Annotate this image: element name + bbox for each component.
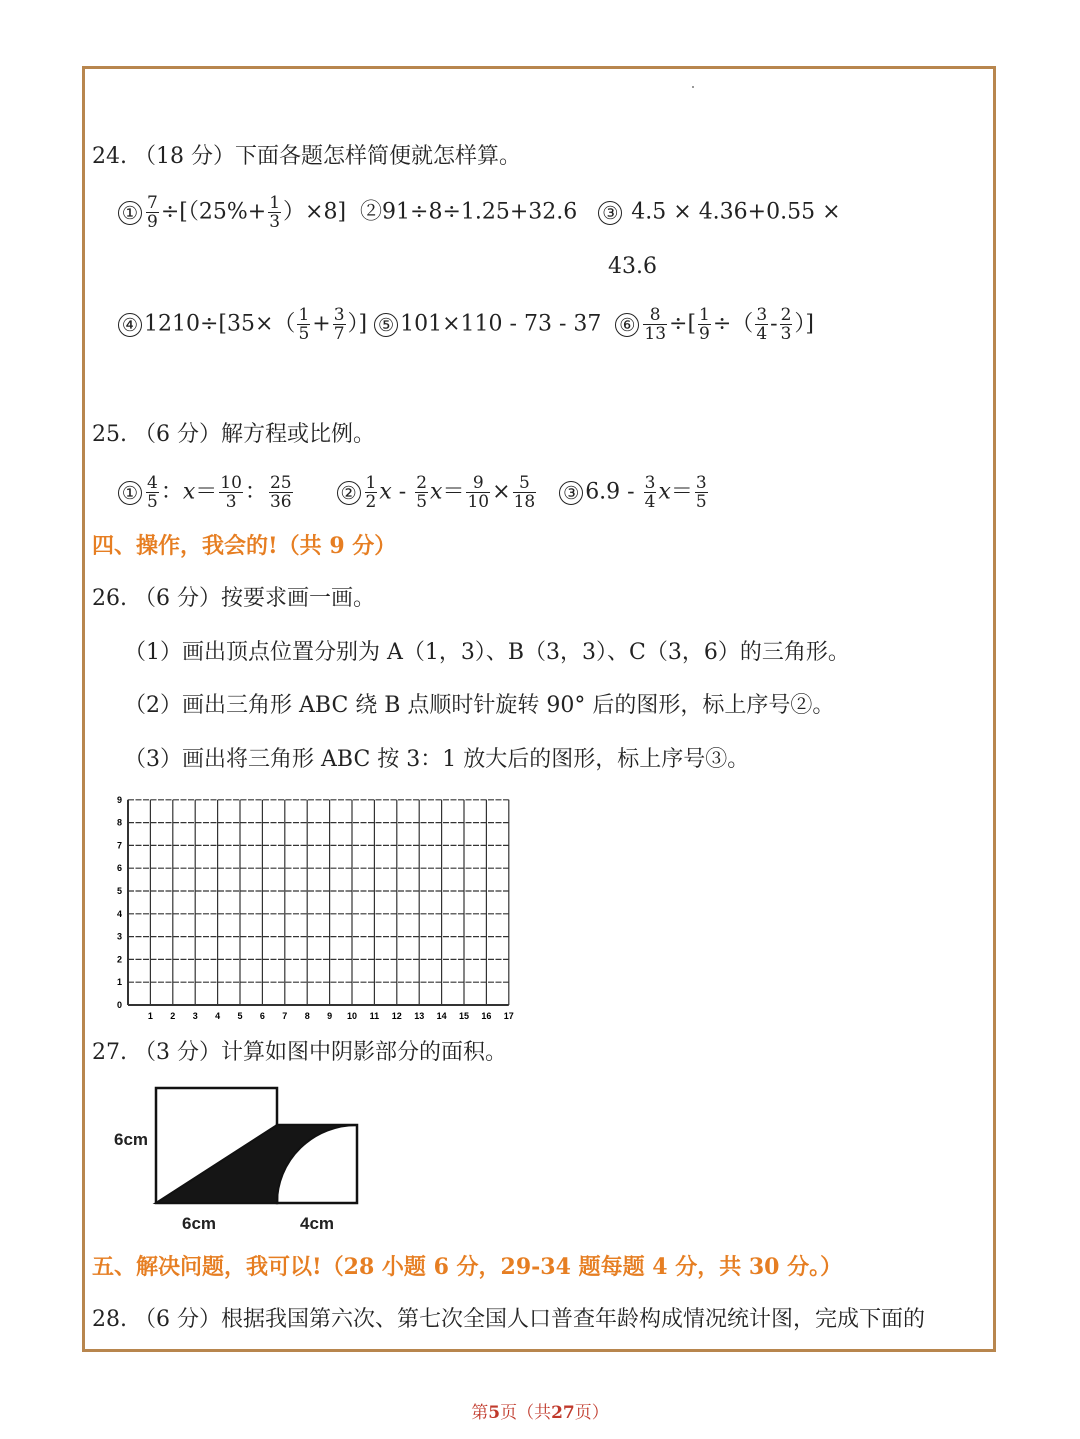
grid-x-tick-label: 2 <box>170 1011 176 1021</box>
problem-3-marker: ③ <box>598 201 622 225</box>
equation-3-marker: ③ <box>559 481 583 505</box>
problem-2: ②91÷8÷1.25+32.6 <box>360 199 578 225</box>
problem-5: 101×110 - 73 - 37 <box>400 311 602 337</box>
grid-y-tick-label: 9 <box>116 794 122 805</box>
fraction: $\frac{2}{3}$ <box>780 305 792 344</box>
grid-y-tick-label: 0 <box>116 1000 122 1010</box>
fraction: $\frac{1}{9}$ <box>699 305 710 344</box>
q27-title: 27. （3 分）计算如图中阴影部分的面积。 <box>92 1040 507 1065</box>
problem-4-marker: ④ <box>118 313 142 337</box>
grid-x-tick-label: 14 <box>436 1011 447 1021</box>
fraction: $\frac{7}{9}$ <box>147 193 158 232</box>
q25-problem-row: ① $\frac{4}{5}$ ：x＝ $\frac{10}{3}$ ： $\frac{25}{36}$ ② $\frac{1}{2}$ x - $\frac{2}{5}$ x＝ $\frac{9}{10}$ × $\frac{5}{18}$ ③ 6.9 - $\frac{3}{4}$ x＝ $\frac{3}{5}$ <box>118 474 710 511</box>
q26-step-3: （3）画出将三角形 ABC 按 3：1 放大后的图形，标上序号③。 <box>124 747 750 772</box>
grid-x-tick-label: 16 <box>481 1011 492 1021</box>
grid-y-tick-label: 6 <box>116 863 122 874</box>
problem-5-marker: ⑤ <box>374 313 398 337</box>
grid-x-tick-label: 3 <box>192 1011 198 1021</box>
problem-6-marker: ⑥ <box>615 313 639 337</box>
grid-x-tick-label: 9 <box>327 1011 333 1021</box>
grid-y-tick-label: 5 <box>116 886 122 896</box>
fraction: $\frac{1}{3}$ <box>269 193 281 232</box>
section-5-heading: 五、解决问题，我可以!（28 小题 6 分，29-34 题每题 4 分，共 30 分。） <box>92 1254 843 1280</box>
q26-step-1: （1）画出顶点位置分别为 A（1，3）、B（3，3）、C（3，6）的三角形。 <box>124 640 850 665</box>
grid-x-tick-label: 15 <box>458 1011 470 1021</box>
fraction: $\frac{5}{18}$ <box>513 473 536 512</box>
shaded-area-figure <box>112 1085 372 1239</box>
fraction: $\frac{3}{4}$ <box>644 473 656 512</box>
page-footer: 第5页（共27页） <box>471 1403 609 1423</box>
grid-y-tick-label: 1 <box>116 977 122 988</box>
grid-x-tick-label: 11 <box>369 1011 380 1021</box>
grid-x-tick-label: 13 <box>414 1011 425 1021</box>
fraction: $\frac{2}{5}$ <box>416 473 428 512</box>
height-label: 6cm <box>114 1130 149 1149</box>
grid-y-tick-label: 3 <box>116 931 122 942</box>
fraction: $\frac{25}{36}$ <box>269 473 292 512</box>
grid-x-tick-label: 4 <box>215 1011 221 1021</box>
fraction: $\frac{3}{7}$ <box>333 305 345 344</box>
q25-title: 25. （6 分）解方程或比例。 <box>92 422 375 447</box>
grid-x-tick-label: 7 <box>282 1011 288 1021</box>
grid-y-tick-label: 4 <box>116 908 122 919</box>
q24-title: 24. （18 分）下面各题怎样简便就怎样算。 <box>92 144 521 169</box>
grid-y-tick-label: 7 <box>116 840 122 851</box>
total-pages: 27 <box>551 1403 575 1423</box>
grid-svg <box>112 790 512 1025</box>
q26-step-2: （2）画出三角形 ABC 绕 B 点顺时针旋转 90° 后的图形，标上序号②。 <box>124 693 835 718</box>
grid-x-tick-label: 1 <box>147 1011 153 1021</box>
shaded-region <box>156 1125 357 1203</box>
problem-3-continuation: 43.6 <box>608 254 657 279</box>
problem-1-marker: ① <box>118 201 142 225</box>
coordinate-grid <box>112 790 512 1029</box>
q26-title: 26. （6 分）按要求画一画。 <box>92 586 375 611</box>
grid-x-tick-label: 10 <box>346 1011 358 1021</box>
fraction: $\frac{3}{4}$ <box>756 305 768 344</box>
fraction: $\frac{10}{3}$ <box>220 473 242 512</box>
grid-y-tick-label: 2 <box>116 954 122 965</box>
bottom-left-label: 6cm <box>182 1214 217 1233</box>
equation-1-marker: ① <box>118 481 142 505</box>
fraction: $\frac{8}{13}$ <box>644 305 667 344</box>
grid-y-tick-label: 8 <box>116 817 122 828</box>
grid-x-tick-label: 12 <box>391 1011 402 1021</box>
equation-2-marker: ② <box>337 481 361 505</box>
problem-3: 4.5 × 4.36+0.55 × <box>631 199 841 225</box>
fraction: $\frac{1}{2}$ <box>365 473 377 512</box>
page-number: 5 <box>488 1403 501 1423</box>
shaded-figure-svg <box>112 1085 372 1235</box>
bottom-right-label: 4cm <box>300 1214 335 1233</box>
grid-x-tick-label: 5 <box>237 1011 243 1021</box>
fraction: $\frac{9}{10}$ <box>467 473 490 512</box>
grid-x-tick-label: 6 <box>259 1011 265 1021</box>
grid-x-tick-label: 8 <box>304 1011 310 1021</box>
q28-title: 28. （6 分）根据我国第六次、第七次全国人口普查年龄构成情况统计图，完成下面的 <box>92 1307 925 1332</box>
q24-problem-row-1: ① $\frac{7}{9}$ ÷[（25%+ $\frac{1}{3}$ ）×8] ②91÷8÷1.25+32.6 ③ 4.5 × 4.36+0.55 × <box>118 194 841 231</box>
fraction: $\frac{3}{5}$ <box>695 473 707 512</box>
q24-problem-row-2: ④ 1210÷[35×（ $\frac{1}{5}$ + $\frac{3}{7}$ ）] ⑤ 101×110 - 73 - 37 ⑥ $\frac{8}{13}$ ÷[ $\frac{1}{9}$ ÷（ $\frac{3}{4}$ - $\frac{2}{3}$ ）] <box>118 306 814 343</box>
grid-x-tick-label: 17 <box>503 1011 514 1021</box>
speck <box>692 86 694 88</box>
fraction: $\frac{1}{5}$ <box>298 305 310 344</box>
section-4-heading: 四、操作，我会的!（共 9 分） <box>92 533 397 559</box>
fraction: $\frac{4}{5}$ <box>147 473 158 512</box>
